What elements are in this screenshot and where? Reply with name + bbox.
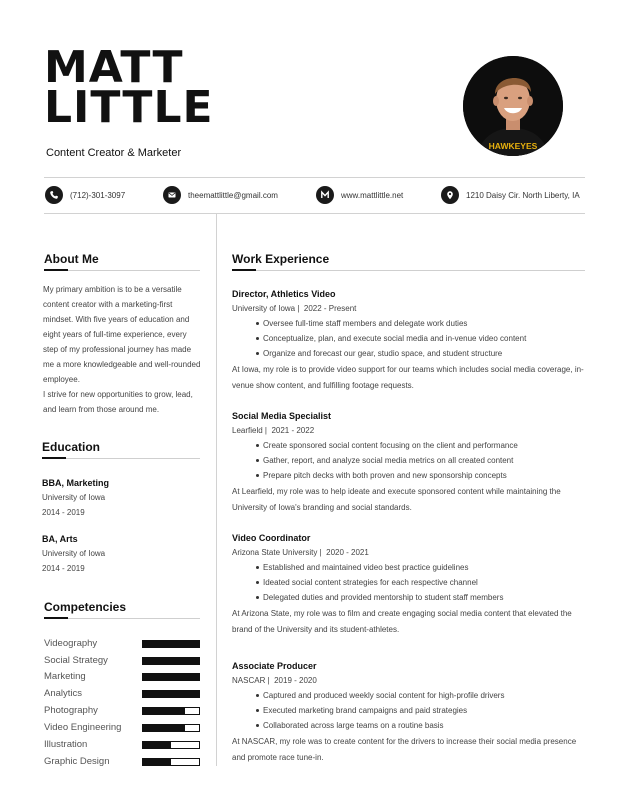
- job-entry: [232, 410, 586, 515]
- education-item: [42, 532, 105, 576]
- job-company: University of Iowa: [232, 304, 296, 313]
- contact-address: [441, 184, 580, 206]
- skill-bar-fill: [143, 742, 171, 748]
- job-entry: [232, 532, 586, 637]
- last-name: LITTLE: [44, 82, 214, 133]
- location-pin-icon: [441, 186, 459, 204]
- job-bullet: Captured and produced weekly social content for high-profile drivers: [232, 688, 586, 703]
- about-text: [43, 282, 203, 417]
- competency-row: [44, 705, 202, 717]
- job-bullet: Prepare pitch decks with both proven and new sponsorship concepts: [232, 468, 586, 483]
- skill-bar-fill: [143, 641, 199, 647]
- skill-bar: [142, 690, 200, 698]
- school: University of Iowa: [42, 549, 106, 558]
- job-bullet: Oversee full-time staff members and delegate work duties: [232, 316, 586, 331]
- competencies-rule: [44, 618, 200, 619]
- competency-row: [44, 722, 202, 734]
- job-entry: [232, 660, 586, 765]
- competency-row: [44, 655, 202, 667]
- education-heading: Education: [42, 440, 101, 454]
- job-bullet: Delegated duties and provided mentorship to student staff members: [232, 590, 586, 605]
- skill-bar-fill: [143, 674, 199, 680]
- skill-bar: [142, 724, 200, 732]
- job-bullet: Organize and forecast our gear, studio space, and student structure: [232, 346, 586, 361]
- job-dates: 2020 - 2021: [326, 548, 369, 557]
- job-bullets: [232, 316, 586, 361]
- education-rule: [42, 458, 200, 459]
- job-bullets: [232, 560, 586, 605]
- competency-row: [44, 671, 202, 683]
- contact-phone: [45, 184, 125, 206]
- years: 2014 - 2019: [42, 508, 85, 517]
- years: 2014 - 2019: [42, 564, 85, 573]
- skill-bar-fill: [143, 708, 185, 714]
- competency-label: Illustration: [44, 739, 88, 750]
- job-meta: University of Iowa | 2022 - Present: [232, 304, 357, 313]
- competency-label: Graphic Design: [44, 756, 110, 767]
- job-title: Associate Producer: [232, 661, 317, 671]
- street-address: 1210 Daisy Cir. North Liberty, IA: [466, 190, 580, 200]
- job-summary: At Learfield, my role was to help ideate and execute sponsored content while maintaining the University of Iowa's branding and social standards.: [232, 487, 561, 512]
- job-title: Director, Athletics Video: [232, 289, 336, 299]
- about-rule: [44, 270, 200, 271]
- job-bullets: [232, 438, 586, 483]
- column-divider: [216, 214, 217, 766]
- job-summary: At Iowa, my role is to provide video support for our teams which includes social media coverage, in-venue show content, and fulfilling footage requests.: [232, 365, 584, 390]
- competency-label: Social Strategy: [44, 655, 108, 666]
- work-rule: [232, 270, 585, 271]
- phone-number[interactable]: (712)-301-3097: [70, 190, 126, 200]
- skill-bar: [142, 741, 200, 749]
- candidate-name: [44, 42, 214, 133]
- job-company: NASCAR: [232, 676, 266, 685]
- degree: BBA, Marketing: [42, 478, 110, 488]
- job-dates: 2022 - Present: [303, 304, 357, 313]
- contact-website: [316, 184, 403, 206]
- competency-row: [44, 688, 202, 700]
- job-bullet: Established and maintained video best practice guidelines: [232, 560, 586, 575]
- job-entry: [232, 288, 586, 393]
- shirt-text: HAWKEYES: [488, 141, 538, 151]
- job-dates: 2021 - 2022: [271, 426, 315, 435]
- job-summary: At Arizona State, my role was to film and create engaging social media content that elevated the brand of the University and its student-athletes.: [232, 609, 572, 634]
- job-meta: Learfield | 2021 - 2022: [232, 426, 315, 435]
- job-summary: At NASCAR, my role was to create content for the drivers to increase their social media presence and promote race tune-in.: [232, 737, 577, 762]
- competencies-heading: Competencies: [44, 600, 127, 614]
- website-logo-icon: [316, 186, 334, 204]
- skill-bar-fill: [143, 691, 199, 697]
- skill-bar: [142, 673, 200, 681]
- education-item: [42, 476, 109, 520]
- skill-bar: [142, 758, 200, 766]
- email-address[interactable]: theemattlittle@gmail.com: [188, 190, 278, 200]
- competency-row: [44, 638, 202, 650]
- degree: BA, Arts: [42, 534, 78, 544]
- first-name: MATT: [44, 42, 184, 93]
- school: University of Iowa: [42, 493, 106, 502]
- competency-label: Videography: [44, 638, 98, 649]
- job-title: Video Coordinator: [232, 533, 311, 543]
- job-bullet: Executed marketing brand campaigns and paid strategies: [232, 703, 586, 718]
- website-url[interactable]: www.mattlittle.net: [341, 190, 404, 200]
- job-bullet: Ideated social content strategies for each respective channel: [232, 575, 586, 590]
- skill-bar: [142, 657, 200, 665]
- about-heading: About Me: [44, 252, 99, 266]
- skill-bar: [142, 640, 200, 648]
- work-heading: Work Experience: [232, 252, 330, 266]
- job-meta: NASCAR | 2019 - 2020: [232, 676, 317, 685]
- job-meta: Arizona State University | 2020 - 2021: [232, 548, 369, 557]
- profile-photo: [463, 56, 563, 156]
- about-paragraph-2: I strive for new opportunities to grow, lead, and learn from those around me.: [43, 390, 193, 414]
- job-title: Social Media Specialist: [232, 411, 332, 421]
- competency-label: Marketing: [44, 671, 86, 682]
- profile-portrait-icon: [463, 56, 563, 156]
- skill-bar-fill: [143, 658, 199, 664]
- phone-icon: [45, 186, 63, 204]
- competency-label: Analytics: [44, 688, 83, 699]
- job-bullet: Conceptualize, plan, and execute social media and in-venue video content: [232, 331, 586, 346]
- competency-row: [44, 739, 202, 751]
- competency-label: Photography: [44, 705, 98, 716]
- job-dates: 2019 - 2020: [274, 676, 317, 685]
- job-company: Arizona State University: [232, 548, 318, 557]
- contact-email: [163, 184, 278, 206]
- competency-row: [44, 756, 202, 768]
- skill-bar-fill: [143, 725, 185, 731]
- contact-divider: [44, 213, 585, 214]
- about-paragraph: My primary ambition is to be a versatile content creator with a marketing-first mindset. With five years of education and eight years of full-time experience, every step of my professional journey has made me a more knowledgeable and well-rounded employee.: [43, 285, 201, 384]
- header-divider: [44, 177, 585, 178]
- competency-label: Video Engineering: [44, 722, 122, 733]
- job-subtitle: Content Creator & Marketer: [46, 147, 182, 159]
- job-bullet: Collaborated across large teams on a routine basis: [232, 718, 586, 733]
- job-bullet: Create sponsored social content focusing on the client and performance: [232, 438, 586, 453]
- skill-bar-fill: [143, 759, 171, 765]
- job-bullets: [232, 688, 586, 733]
- email-icon: [163, 186, 181, 204]
- job-company: Learfield: [232, 426, 263, 435]
- job-bullet: Gather, report, and analyze social media metrics on all created content: [232, 453, 586, 468]
- skill-bar: [142, 707, 200, 715]
